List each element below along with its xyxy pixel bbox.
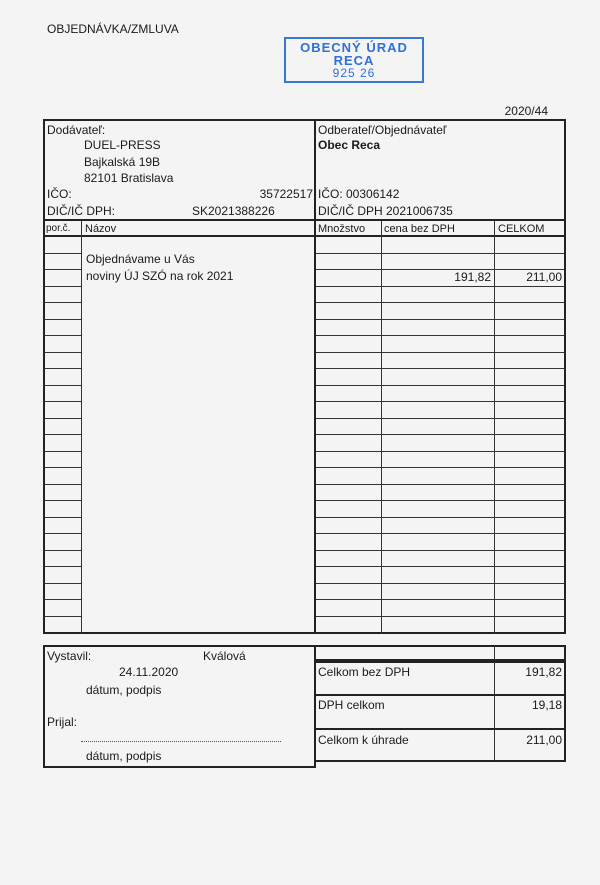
row-line-right [316, 500, 565, 501]
order-number: 2020/44 [504, 104, 548, 118]
row-line-right [316, 385, 565, 386]
row-line-right [316, 583, 565, 584]
total-without-vat-label: Celkom bez DPH [318, 665, 411, 679]
row-line-left [44, 533, 81, 534]
item-description-line-2: noviny ÚJ SZÓ na rok 2021 [86, 269, 234, 283]
row-line-right [316, 484, 565, 485]
received-by-label: Prijal: [47, 715, 78, 729]
issuer-box [43, 645, 316, 768]
column-header-celkom: CELKOM [498, 223, 545, 235]
supplier-street: Bajkalská 19B [84, 155, 161, 169]
row-line-left [44, 269, 81, 270]
row-line-right [316, 302, 565, 303]
supplier-name: DUEL-PRESS [84, 138, 161, 152]
row-line-right [316, 335, 565, 336]
row-line-right [316, 451, 565, 452]
row-line-left [44, 418, 81, 419]
row-line-left [44, 599, 81, 600]
row-line-left [44, 401, 81, 402]
issued-by-name: Kválová [203, 649, 246, 663]
supplier-ico: 35722517 [259, 187, 313, 201]
supplier-ico-label: IČO: [47, 187, 72, 201]
row-line-left [44, 484, 81, 485]
row-line-left [44, 583, 81, 584]
row-line-right [316, 253, 565, 254]
customer-dic: DIČ/IČ DPH 2021006735 [318, 204, 453, 218]
row-line-right [316, 286, 565, 287]
row-line-left [44, 616, 81, 617]
customer-name: Obec Reca [318, 138, 381, 152]
column-header-cena: cena bez DPH [384, 223, 455, 235]
row-line-right [316, 517, 565, 518]
column-header-nazov: Názov [85, 223, 117, 235]
row-line-left [44, 302, 81, 303]
row-line-right [316, 467, 565, 468]
supplier-dic-label: DIČ/IČ DPH: [47, 204, 116, 218]
row-line-right [316, 434, 565, 435]
row-line-left [44, 467, 81, 468]
item-description-line-1: Objednávame u Vás [86, 252, 195, 266]
stamp-line-1: OBECNÝ ÚRAD [300, 40, 408, 55]
row-line-left [44, 550, 81, 551]
issue-date: 24.11.2020 [119, 665, 179, 679]
signature-line [81, 741, 281, 742]
customer-ico: IČO: 00306142 [318, 187, 400, 201]
row-line-left [44, 517, 81, 518]
row-line-left [44, 335, 81, 336]
row-line-right [316, 599, 565, 600]
supplier-label: Dodávateľ: [47, 123, 106, 137]
row-line-left [44, 385, 81, 386]
row-line-left [44, 434, 81, 435]
supplier-dic: SK2021388226 [192, 204, 275, 218]
row-line-left [44, 253, 81, 254]
row-line-right [316, 533, 565, 534]
amount-due: 211,00 [526, 733, 562, 747]
item-total: 211,00 [526, 270, 562, 284]
supplier-city: 82101 Bratislava [84, 171, 174, 185]
row-line-left [44, 286, 81, 287]
row-line-left [44, 451, 81, 452]
row-line-left [44, 368, 81, 369]
row-line-left [44, 500, 81, 501]
total-without-vat: 191,82 [525, 665, 562, 679]
row-line-right [316, 566, 565, 567]
row-line-right [316, 418, 565, 419]
vat-total: 19,18 [531, 698, 562, 712]
vat-total-label: DPH celkom [318, 698, 385, 712]
row-line-right [316, 352, 565, 353]
office-stamp [284, 37, 424, 83]
row-line-right [316, 319, 565, 320]
row-line-right [316, 368, 565, 369]
received-signature-label: dátum, podpis [86, 749, 162, 763]
row-line-right [316, 550, 565, 551]
column-header-por: por.č. [46, 223, 71, 234]
row-line-right [316, 616, 565, 617]
document-title: OBJEDNÁVKA/ZMLUVA [47, 22, 179, 36]
row-line-left [44, 566, 81, 567]
row-line-right [316, 401, 565, 402]
issued-by-label: Vystavil: [47, 649, 92, 663]
row-line-left [44, 352, 81, 353]
column-header-mnozstvo: Množstvo [318, 223, 366, 235]
issue-signature-label: dátum, podpis [86, 683, 162, 697]
amount-due-label: Celkom k úhrade [318, 733, 409, 747]
row-line-left [44, 319, 81, 320]
stamp-line-2: RECA [333, 53, 375, 68]
stamp-line-3: 925 26 [332, 66, 376, 80]
customer-label: Odberateľ/Objednávateľ [318, 123, 447, 137]
item-price-without-vat: 191,82 [454, 270, 491, 284]
